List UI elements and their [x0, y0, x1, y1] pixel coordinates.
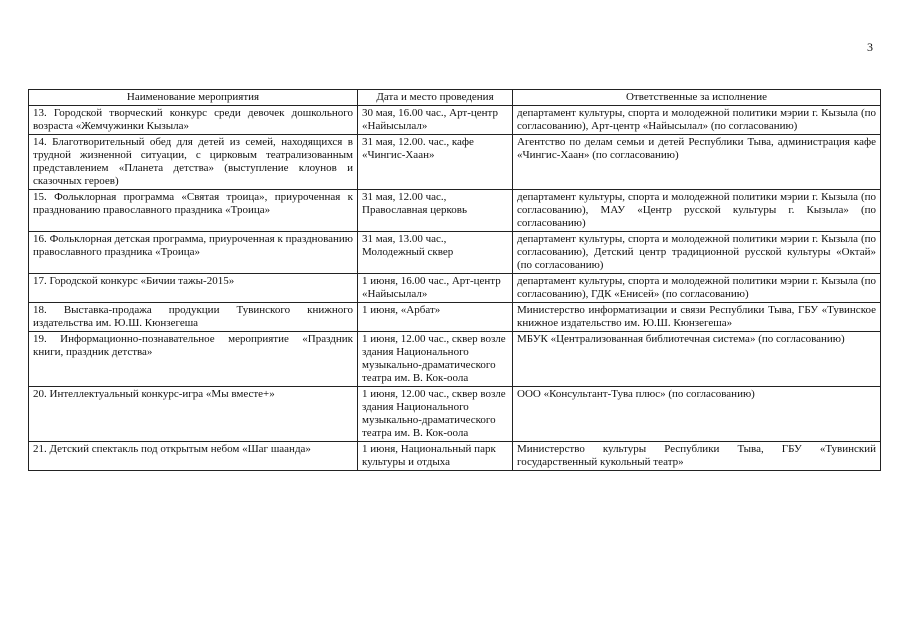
event-name: 18. Выставка-продажа продукции Тувинского книжного издательства им. Ю.Ш. Кюнзегеша — [29, 303, 358, 332]
event-date-place: 31 мая, 12.00 час., Православная церковь — [358, 190, 513, 232]
event-date-place: 1 июня, 16.00 час., Арт-центр «Найысылал» — [358, 274, 513, 303]
table-row — [29, 332, 881, 387]
event-date-place: 31 мая, 13.00 час., Молодежный сквер — [358, 232, 513, 274]
event-name: 13. Городской творческий конкурс среди девочек дошкольного возраста «Жемчужинки Кызыла» — [29, 106, 358, 135]
event-name: 15. Фольклорная программа «Святая троица», приуроченная к празднованию православного праздника «Троица» — [29, 190, 358, 232]
table-row — [29, 274, 881, 303]
event-responsible: МБУК «Централизованная библиотечная система» (по согласованию) — [513, 332, 881, 387]
event-name: 20. Интеллектуальный конкурс-игра «Мы вместе+» — [29, 387, 358, 442]
table-row — [29, 442, 881, 471]
event-date-place: 1 июня, 12.00 час., сквер возле здания Национального музыкально-драматического театра им. В. Кок-оола — [358, 332, 513, 387]
event-responsible: департамент культуры, спорта и молодежной политики мэрии г. Кызыла (по согласованию), Детский центр традиционной русской культуры «Октай» (по согласованию) — [513, 232, 881, 274]
event-name: 14. Благотворительный обед для детей из семей, находящихся в трудной жизненной ситуации, с цирковым театрализованным представлением «Планета детства» (выступление клоунов и сказочных героев) — [29, 135, 358, 190]
table-row — [29, 387, 881, 442]
table-row — [29, 106, 881, 135]
table-row — [29, 303, 881, 332]
event-responsible: департамент культуры, спорта и молодежной политики мэрии г. Кызыла (по согласованию), ГДК «Енисей» (по согласованию) — [513, 274, 881, 303]
event-responsible: департамент культуры, спорта и молодежной политики мэрии г. Кызыла (по согласованию), МАУ «Центр русской культуры г. Кызыла» (по согласованию) — [513, 190, 881, 232]
event-date-place: 1 июня, Национальный парк культуры и отдыха — [358, 442, 513, 471]
table-row — [29, 232, 881, 274]
event-date-place: 30 мая, 16.00 час., Арт-центр «Найысылал» — [358, 106, 513, 135]
event-responsible: Агентство по делам семьи и детей Республики Тыва, администрация кафе «Чингис-Хаан» (по согласованию) — [513, 135, 881, 190]
event-name: 19. Информационно-познавательное мероприятие «Праздник книги, праздник детства» — [29, 332, 358, 387]
event-date-place: 1 июня, 12.00 час., сквер возле здания Национального музыкально-драматического театра им. В. Кок-оола — [358, 387, 513, 442]
event-name: 16. Фольклорная детская программа, приуроченная к празднованию православного праздника «Троица» — [29, 232, 358, 274]
event-responsible: Министерство культуры Республики Тыва, ГБУ «Тувинский государственный кукольный театр» — [513, 442, 881, 471]
event-date-place: 31 мая, 12.00. час., кафе «Чингис-Хаан» — [358, 135, 513, 190]
page-number: 3 — [867, 40, 873, 54]
event-name: 17. Городской конкурс «Бичии тажы-2015» — [29, 274, 358, 303]
table-header-row — [29, 90, 881, 106]
table-row — [29, 135, 881, 190]
header-name: Наименование мероприятия — [29, 90, 358, 106]
events-table — [28, 89, 881, 471]
event-responsible: ООО «Консультант-Тува плюс» (по согласованию) — [513, 387, 881, 442]
event-responsible: Министерство информатизации и связи Республики Тыва, ГБУ «Тувинское книжное издательство им. Ю.Ш. Кюнзегеша» — [513, 303, 881, 332]
table-row — [29, 190, 881, 232]
header-responsible: Ответственные за исполнение — [513, 90, 881, 106]
header-date: Дата и место проведения — [358, 90, 513, 106]
event-responsible: департамент культуры, спорта и молодежной политики мэрии г. Кызыла (по согласованию), Арт-центр «Найысылал» (по согласованию) — [513, 106, 881, 135]
event-date-place: 1 июня, «Арбат» — [358, 303, 513, 332]
event-name: 21. Детский спектакль под открытым небом «Шаг шаанда» — [29, 442, 358, 471]
